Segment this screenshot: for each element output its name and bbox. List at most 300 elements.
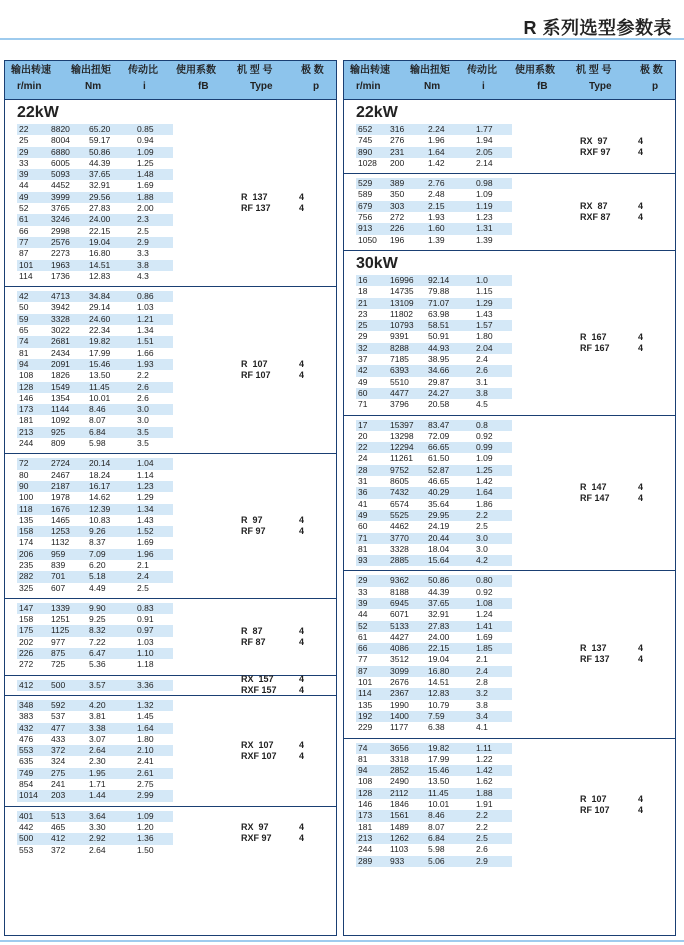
sf-cell: 1.04 bbox=[137, 458, 173, 469]
speed-cell: 22 bbox=[356, 442, 390, 453]
ratio-cell: 6.38 bbox=[428, 722, 445, 733]
sf-cell: 2.10 bbox=[137, 745, 173, 756]
left-groups bbox=[5, 102, 336, 860]
sf-cell: 0.91 bbox=[137, 614, 154, 625]
speed-cell: 18 bbox=[358, 286, 368, 297]
ratio-cell: 7.59 bbox=[428, 711, 476, 722]
table-row bbox=[356, 575, 512, 586]
sf-cell: 1.64 bbox=[476, 487, 512, 498]
torque-cell: 303 bbox=[390, 201, 428, 212]
torque-cell: 6574 bbox=[390, 498, 409, 509]
torque-cell: 1736 bbox=[51, 270, 70, 281]
header-model: 机 型 号 bbox=[237, 65, 273, 76]
page-title: R 系列选型参数表 bbox=[523, 18, 672, 38]
table-row bbox=[356, 533, 512, 544]
table-row bbox=[17, 427, 173, 438]
torque-cell: 1354 bbox=[51, 392, 70, 403]
torque-cell: 1549 bbox=[51, 382, 89, 393]
sf-cell: 2.04 bbox=[476, 343, 512, 354]
data-rows bbox=[356, 575, 512, 733]
table-row bbox=[17, 404, 173, 415]
sf-cell: 1.64 bbox=[137, 723, 173, 734]
right-table-header bbox=[344, 61, 675, 100]
ratio-cell: 34.66 bbox=[428, 365, 476, 376]
ratio-cell: 24.27 bbox=[428, 388, 476, 399]
header-speed-unit: r/min bbox=[17, 81, 42, 92]
table-row bbox=[17, 526, 173, 537]
sf-cell: 1.29 bbox=[476, 298, 512, 309]
model-type: RF 107 bbox=[241, 370, 271, 381]
ratio-cell: 6.20 bbox=[89, 559, 106, 570]
header-ratio-unit: i bbox=[482, 81, 485, 92]
model-group bbox=[5, 676, 336, 696]
table-row bbox=[356, 487, 512, 498]
sf-cell: 1.43 bbox=[137, 514, 154, 525]
table-row bbox=[17, 515, 173, 526]
table-row bbox=[17, 226, 173, 237]
sf-cell: 3.0 bbox=[137, 404, 173, 415]
model-poles: 4 bbox=[299, 515, 305, 526]
speed-cell: 348 bbox=[17, 700, 51, 711]
ratio-cell: 35.64 bbox=[428, 498, 450, 509]
sf-cell: 1.09 bbox=[137, 147, 173, 158]
table-row bbox=[17, 571, 173, 582]
speed-cell: 854 bbox=[19, 779, 34, 790]
sf-cell: 1.14 bbox=[137, 469, 154, 480]
table-row bbox=[356, 688, 512, 699]
model-poles: 4 bbox=[299, 822, 305, 833]
torque-cell: 4086 bbox=[390, 643, 428, 654]
table-row bbox=[17, 756, 173, 767]
model-poles: 4 bbox=[299, 739, 305, 750]
sf-cell: 1.80 bbox=[476, 331, 493, 342]
model-type: RX 87 bbox=[580, 201, 608, 212]
torque-cell: 809 bbox=[51, 438, 66, 449]
speed-cell: 114 bbox=[356, 688, 390, 699]
speed-cell: 49 bbox=[356, 510, 390, 521]
table-row bbox=[17, 192, 173, 203]
table-row bbox=[17, 458, 173, 469]
speed-cell: 42 bbox=[356, 365, 390, 376]
ratio-cell: 5.36 bbox=[89, 659, 106, 670]
model-type: RX 157 bbox=[241, 674, 274, 685]
sf-cell: 1.93 bbox=[137, 359, 173, 370]
speed-cell: 913 bbox=[356, 223, 390, 234]
model-poles: 4 bbox=[638, 201, 644, 212]
sf-cell: 0.85 bbox=[137, 124, 173, 135]
speed-cell: 432 bbox=[17, 723, 51, 734]
speed-cell: 589 bbox=[358, 189, 373, 200]
speed-cell: 175 bbox=[17, 625, 51, 636]
ratio-cell: 24.60 bbox=[89, 314, 137, 325]
ratio-cell: 5.98 bbox=[428, 844, 445, 855]
table-row bbox=[356, 643, 512, 654]
torque-cell: 537 bbox=[51, 711, 66, 722]
speed-cell: 36 bbox=[356, 487, 390, 498]
torque-cell: 1990 bbox=[390, 699, 409, 710]
header-ratio: 传动比 bbox=[467, 65, 497, 76]
torque-cell: 372 bbox=[51, 844, 66, 855]
ratio-cell: 37.65 bbox=[428, 598, 476, 609]
model-label bbox=[580, 136, 650, 158]
table-row bbox=[17, 659, 173, 670]
ratio-cell: 18.04 bbox=[428, 543, 450, 554]
torque-cell: 3656 bbox=[390, 743, 428, 754]
torque-cell: 2724 bbox=[51, 458, 89, 469]
torque-cell: 1103 bbox=[390, 844, 409, 855]
table-row bbox=[356, 856, 512, 867]
power-rating: 30kW bbox=[356, 254, 398, 272]
ratio-cell: 1.96 bbox=[428, 135, 445, 146]
sf-cell: 3.0 bbox=[137, 415, 149, 426]
ratio-cell: 1.71 bbox=[89, 779, 106, 790]
model-type: R 147 bbox=[580, 482, 607, 493]
ratio-cell: 16.80 bbox=[89, 248, 111, 259]
sf-cell: 2.5 bbox=[137, 225, 149, 236]
table-row bbox=[356, 632, 512, 643]
data-rows bbox=[17, 700, 173, 802]
table-row bbox=[356, 147, 512, 158]
header-model-unit: Type bbox=[250, 81, 273, 92]
table-row bbox=[356, 609, 512, 620]
model-poles: 4 bbox=[638, 212, 644, 223]
ratio-cell: 20.14 bbox=[89, 458, 137, 469]
sf-cell: 2.99 bbox=[137, 790, 173, 801]
data-rows bbox=[17, 680, 173, 691]
table-row bbox=[17, 135, 173, 146]
speed-cell: 128 bbox=[17, 382, 51, 393]
torque-cell: 13298 bbox=[390, 430, 414, 441]
speed-cell: 33 bbox=[358, 586, 368, 597]
speed-cell: 74 bbox=[356, 743, 390, 754]
sf-cell: 2.4 bbox=[476, 666, 512, 677]
sf-cell: 3.5 bbox=[137, 427, 173, 438]
speed-cell: 71 bbox=[358, 399, 368, 410]
speed-cell: 173 bbox=[17, 404, 51, 415]
speed-cell: 94 bbox=[17, 359, 51, 370]
table-row bbox=[356, 343, 512, 354]
torque-cell: 3246 bbox=[51, 214, 89, 225]
sf-cell: 1.77 bbox=[476, 124, 512, 135]
right-table bbox=[343, 60, 676, 936]
table-row bbox=[356, 331, 512, 342]
speed-cell: 1014 bbox=[17, 790, 51, 801]
ratio-cell: 1.42 bbox=[428, 157, 445, 168]
speed-cell: 50 bbox=[19, 302, 29, 313]
model-group bbox=[5, 807, 336, 860]
ratio-cell: 38.95 bbox=[428, 354, 450, 365]
speed-cell: 289 bbox=[356, 856, 390, 867]
ratio-cell: 63.98 bbox=[428, 308, 450, 319]
data-rows bbox=[17, 603, 173, 671]
sf-cell: 0.98 bbox=[476, 178, 512, 189]
ratio-cell: 1.64 bbox=[428, 147, 476, 158]
speed-cell: 553 bbox=[17, 745, 51, 756]
sf-cell: 1.25 bbox=[137, 157, 154, 168]
model-label bbox=[241, 674, 311, 696]
sf-cell: 2.2 bbox=[137, 370, 149, 381]
data-rows bbox=[356, 420, 512, 567]
torque-cell: 3796 bbox=[390, 399, 409, 410]
ratio-cell: 1.44 bbox=[89, 790, 137, 801]
ratio-cell: 3.64 bbox=[89, 811, 137, 822]
table-row bbox=[356, 201, 512, 212]
speed-cell: 147 bbox=[17, 603, 51, 614]
speed-cell: 101 bbox=[358, 677, 373, 688]
header-sf: 使用系数 bbox=[176, 65, 216, 76]
model-label bbox=[580, 201, 650, 223]
table-row bbox=[17, 470, 173, 481]
speed-cell: 60 bbox=[358, 521, 368, 532]
sf-cell: 1.18 bbox=[137, 659, 154, 670]
model-poles: 4 bbox=[638, 146, 644, 157]
speed-cell: 202 bbox=[19, 636, 34, 647]
sf-cell: 1.57 bbox=[476, 320, 512, 331]
ratio-cell: 3.38 bbox=[89, 723, 137, 734]
ratio-cell: 15.64 bbox=[428, 555, 476, 566]
torque-cell: 3022 bbox=[51, 325, 70, 336]
ratio-cell: 9.26 bbox=[89, 526, 137, 537]
sf-cell: 3.3 bbox=[137, 248, 149, 259]
sf-cell: 2.4 bbox=[476, 354, 488, 365]
sf-cell: 1.31 bbox=[476, 223, 512, 234]
table-row bbox=[356, 298, 512, 309]
speed-cell: 476 bbox=[19, 733, 34, 744]
torque-cell: 5525 bbox=[390, 510, 428, 521]
table-row bbox=[17, 723, 173, 734]
sf-cell: 1.21 bbox=[137, 314, 173, 325]
speed-cell: 61 bbox=[17, 214, 51, 225]
speed-cell: 244 bbox=[358, 844, 373, 855]
ratio-cell: 46.65 bbox=[428, 476, 450, 487]
torque-cell: 725 bbox=[51, 659, 66, 670]
speed-cell: 16 bbox=[356, 275, 390, 286]
table-row bbox=[356, 555, 512, 566]
model-type: R 87 bbox=[241, 625, 263, 636]
ratio-cell: 15.46 bbox=[428, 765, 476, 776]
ratio-cell: 14.51 bbox=[89, 260, 137, 271]
speed-cell: 20 bbox=[358, 430, 368, 441]
sf-cell: 1.34 bbox=[137, 325, 154, 336]
table-row bbox=[356, 178, 512, 189]
torque-cell: 272 bbox=[390, 212, 405, 223]
sf-cell: 0.83 bbox=[137, 603, 173, 614]
sf-cell: 2.61 bbox=[137, 768, 173, 779]
sf-cell: 1.88 bbox=[476, 788, 512, 799]
ratio-cell: 4.49 bbox=[89, 582, 106, 593]
model-poles: 4 bbox=[638, 342, 644, 353]
model-type: RX 107 bbox=[241, 739, 274, 750]
torque-cell: 4427 bbox=[390, 631, 409, 642]
ratio-cell: 58.51 bbox=[428, 320, 476, 331]
sf-cell: 1.24 bbox=[476, 609, 493, 620]
ratio-cell: 8.46 bbox=[428, 810, 476, 821]
speed-cell: 25 bbox=[19, 135, 29, 146]
header-ratio: 传动比 bbox=[128, 65, 158, 76]
ratio-cell: 22.15 bbox=[428, 643, 476, 654]
torque-cell: 1846 bbox=[390, 799, 409, 810]
sf-cell: 0.94 bbox=[137, 135, 154, 146]
ratio-cell: 19.04 bbox=[428, 654, 450, 665]
torque-cell: 9752 bbox=[390, 465, 428, 476]
table-row bbox=[356, 700, 512, 711]
torque-cell: 11802 bbox=[390, 308, 414, 319]
torque-cell: 203 bbox=[51, 790, 89, 801]
sf-cell: 2.14 bbox=[476, 157, 493, 168]
model-poles: 4 bbox=[638, 804, 644, 815]
sf-cell: 1.85 bbox=[476, 643, 512, 654]
sf-cell: 1.69 bbox=[137, 180, 154, 191]
model-poles: 4 bbox=[299, 359, 305, 370]
speed-cell: 74 bbox=[17, 336, 51, 347]
speed-cell: 25 bbox=[356, 320, 390, 331]
sf-cell: 1.80 bbox=[137, 733, 154, 744]
sf-cell: 2.9 bbox=[476, 856, 512, 867]
speed-cell: 108 bbox=[19, 370, 34, 381]
model-poles: 4 bbox=[299, 674, 305, 685]
table-row bbox=[17, 822, 173, 833]
model-label bbox=[580, 794, 650, 816]
torque-cell: 196 bbox=[390, 234, 405, 245]
data-rows bbox=[17, 291, 173, 449]
ratio-cell: 13.50 bbox=[428, 776, 450, 787]
power-rating: 22kW bbox=[356, 104, 398, 121]
speed-cell: 41 bbox=[358, 498, 368, 509]
ratio-cell: 44.39 bbox=[428, 586, 450, 597]
torque-cell: 1826 bbox=[51, 370, 70, 381]
model-poles: 4 bbox=[638, 482, 644, 493]
ratio-cell: 24.00 bbox=[428, 631, 450, 642]
speed-cell: 71 bbox=[356, 533, 390, 544]
torque-cell: 839 bbox=[51, 559, 66, 570]
speed-cell: 282 bbox=[17, 571, 51, 582]
ratio-cell: 10.01 bbox=[89, 392, 111, 403]
ratio-cell: 44.93 bbox=[428, 343, 476, 354]
table-row bbox=[17, 680, 173, 691]
sf-cell: 1.36 bbox=[137, 833, 173, 844]
table-row bbox=[17, 504, 173, 515]
table-row bbox=[17, 768, 173, 779]
speed-cell: 500 bbox=[17, 833, 51, 844]
header-poles-unit: p bbox=[652, 81, 659, 92]
sf-cell: 1.62 bbox=[476, 776, 493, 787]
torque-cell: 8188 bbox=[390, 586, 409, 597]
table-row bbox=[356, 309, 512, 320]
table-row bbox=[17, 603, 173, 614]
header-sf-unit: fB bbox=[198, 81, 209, 92]
table-row bbox=[17, 314, 173, 325]
model-type: RF 167 bbox=[580, 342, 610, 353]
sf-cell: 1.43 bbox=[476, 308, 493, 319]
sf-cell: 0.8 bbox=[476, 420, 512, 431]
speed-cell: 226 bbox=[17, 648, 51, 659]
speed-cell: 52 bbox=[356, 621, 390, 632]
header-model: 机 型 号 bbox=[576, 65, 612, 76]
model-poles: 4 bbox=[638, 643, 644, 654]
table-row bbox=[356, 365, 512, 376]
torque-cell: 7185 bbox=[390, 354, 409, 365]
torque-cell: 6880 bbox=[51, 147, 89, 158]
model-label bbox=[580, 643, 650, 665]
sf-cell: 0.86 bbox=[137, 291, 173, 302]
torque-cell: 1092 bbox=[51, 415, 70, 426]
speed-cell: 181 bbox=[19, 415, 34, 426]
sf-cell: 1.20 bbox=[137, 821, 154, 832]
sf-cell: 0.80 bbox=[476, 575, 512, 586]
speed-cell: 206 bbox=[17, 549, 51, 560]
model-type: R 137 bbox=[580, 643, 607, 654]
speed-cell: 442 bbox=[19, 821, 34, 832]
ratio-cell: 2.92 bbox=[89, 833, 137, 844]
speed-cell: 749 bbox=[17, 768, 51, 779]
sf-cell: 1.48 bbox=[137, 169, 173, 180]
speed-cell: 77 bbox=[358, 654, 368, 665]
table-row bbox=[356, 135, 512, 146]
sf-cell: 4.2 bbox=[476, 555, 512, 566]
table-row bbox=[17, 348, 173, 359]
table-row bbox=[17, 203, 173, 214]
sf-cell: 1.39 bbox=[476, 234, 493, 245]
torque-cell: 2112 bbox=[390, 788, 428, 799]
speed-cell: 173 bbox=[356, 810, 390, 821]
sf-cell: 1.08 bbox=[476, 598, 512, 609]
sf-cell: 2.75 bbox=[137, 779, 154, 790]
table-row bbox=[17, 560, 173, 571]
model-group bbox=[5, 599, 336, 676]
table-row bbox=[17, 779, 173, 790]
ratio-cell: 59.17 bbox=[89, 135, 111, 146]
sf-cell: 2.6 bbox=[137, 382, 173, 393]
model-type: R 167 bbox=[580, 331, 607, 342]
speed-cell: 101 bbox=[17, 260, 51, 271]
table-row bbox=[356, 754, 512, 765]
torque-cell: 3770 bbox=[390, 533, 428, 544]
ratio-cell: 3.57 bbox=[89, 680, 137, 691]
model-type: RXF 107 bbox=[241, 750, 277, 761]
speed-cell: 28 bbox=[356, 465, 390, 476]
speed-cell: 158 bbox=[19, 614, 34, 625]
sf-cell: 1.19 bbox=[476, 201, 512, 212]
speed-cell: 146 bbox=[358, 799, 373, 810]
table-row bbox=[356, 235, 512, 246]
ratio-cell: 6.47 bbox=[89, 648, 137, 659]
model-label bbox=[580, 482, 650, 504]
header-poles: 极 数 bbox=[301, 65, 324, 76]
ratio-cell: 17.99 bbox=[428, 753, 450, 764]
torque-cell: 6393 bbox=[390, 365, 428, 376]
sf-cell: 1.96 bbox=[137, 549, 173, 560]
torque-cell: 8004 bbox=[51, 135, 70, 146]
speed-cell: 87 bbox=[356, 666, 390, 677]
torque-cell: 9362 bbox=[390, 575, 428, 586]
sf-cell: 3.2 bbox=[476, 688, 512, 699]
sf-cell: 1.50 bbox=[137, 844, 154, 855]
torque-cell: 1489 bbox=[390, 821, 409, 832]
table-row bbox=[356, 844, 512, 855]
table-row bbox=[356, 212, 512, 223]
speed-cell: 146 bbox=[19, 392, 34, 403]
table-row bbox=[17, 214, 173, 225]
model-group bbox=[5, 454, 336, 599]
sf-cell: 2.9 bbox=[137, 237, 173, 248]
table-row bbox=[17, 393, 173, 404]
model-type: RF 137 bbox=[241, 203, 271, 213]
speed-cell: 135 bbox=[358, 699, 373, 710]
torque-cell: 2681 bbox=[51, 336, 89, 347]
speed-cell: 29 bbox=[356, 575, 390, 586]
table-row bbox=[17, 158, 173, 169]
model-poles: 4 bbox=[299, 833, 305, 844]
